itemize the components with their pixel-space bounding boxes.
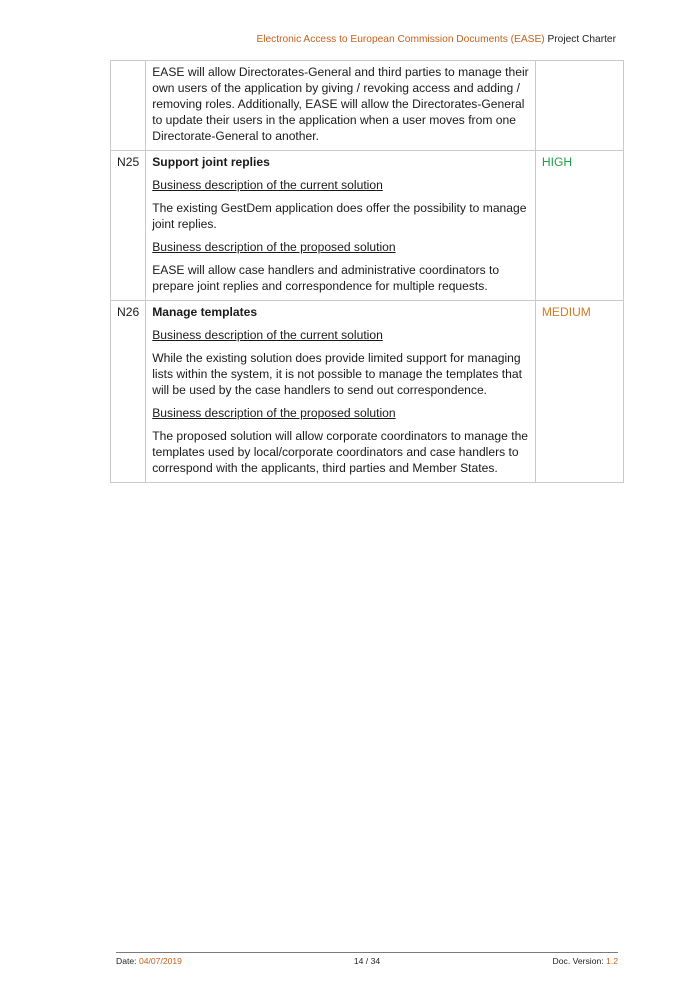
requirement-description — [146, 61, 536, 151]
footer-version — [553, 956, 618, 966]
requirements-table — [110, 60, 624, 483]
requirement-id: N26 — [111, 301, 146, 483]
requirement-description — [146, 151, 536, 301]
proposed-solution-heading: Business description of the proposed solution — [152, 406, 396, 420]
current-solution-heading: Business description of the current solution — [152, 328, 383, 342]
table-row — [111, 151, 624, 301]
header-document-type: Project Charter — [547, 34, 616, 45]
table-row — [111, 301, 624, 483]
page-header — [256, 34, 616, 45]
page-footer — [116, 952, 618, 973]
header-document-title: Electronic Access to European Commission Documents (EASE) — [256, 34, 545, 45]
requirement-title: Manage templates — [152, 305, 258, 319]
footer-version-label: Doc. Version: — [552, 956, 604, 966]
current-solution-heading: Business description of the current solution — [152, 178, 383, 192]
current-solution-text: While the existing solution does provide limited support for managing lists within the system, it is not possible to manage the templates that will be used by the case handlers to send out correspondence. — [152, 351, 522, 397]
requirement-priority — [535, 61, 623, 151]
footer-version-value: 1.2 — [606, 956, 618, 966]
proposed-solution-text: The proposed solution will allow corporate coordinators to manage the templates used by local/corporate coordinators and case handlers to correspond with the applicants, third parties and Member States. — [152, 429, 529, 475]
table-row — [111, 61, 624, 151]
footer-page-number: 14 / 34 — [353, 956, 381, 966]
requirement-description — [146, 301, 536, 483]
proposed-solution-heading: Business description of the proposed solution — [152, 240, 396, 254]
requirement-id — [111, 61, 146, 151]
requirement-priority: MEDIUM — [535, 301, 623, 483]
requirement-id: N25 — [111, 151, 146, 301]
footer-date-label: Date: — [116, 956, 137, 966]
proposed-solution-text: EASE will allow case handlers and administrative coordinators to prepare joint replies and correspondence for multiple requests. — [152, 263, 500, 293]
requirement-paragraph: EASE will allow Directorates-General and third parties to manage their own users of the application by giving / revoking access and adding / removing roles. Additionally, EASE will allow the Directorates-General to update their users in the application when a user moves from one Directorate-General to another. — [152, 65, 529, 143]
requirement-priority: HIGH — [535, 151, 623, 301]
requirement-title: Support joint replies — [152, 155, 270, 169]
footer-date-value: 04/07/2019 — [138, 956, 182, 966]
current-solution-text: The existing GestDem application does offer the possibility to manage joint replies. — [152, 201, 527, 231]
